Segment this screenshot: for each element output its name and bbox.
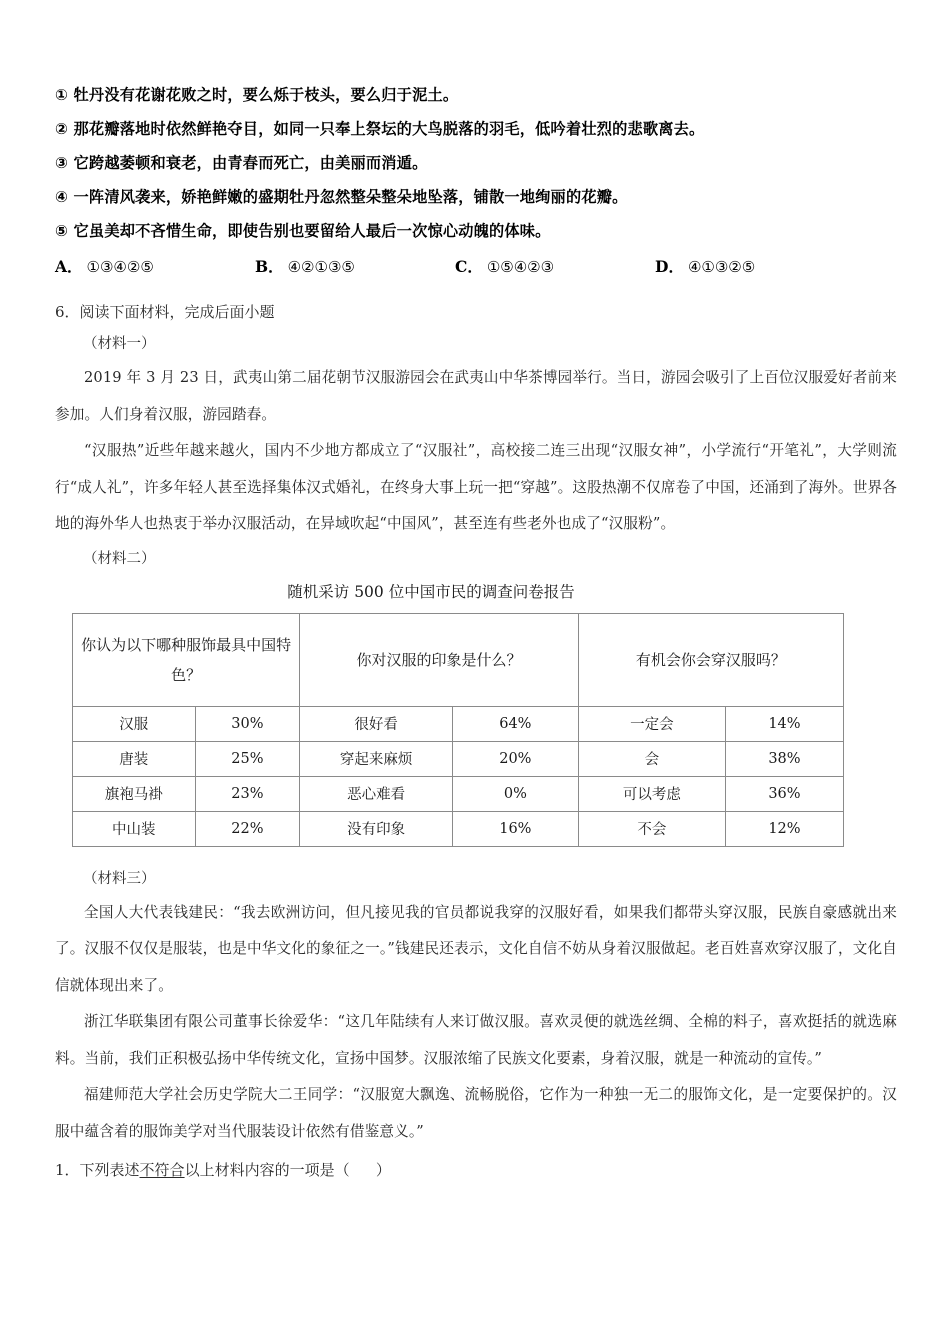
page-content <box>55 78 897 1186</box>
row3-cat1: 旗袍马褂 <box>73 776 196 811</box>
material-three-paragraph-2: 浙江华联集团有限公司董事长徐爱华：“这几年陆续有人来订做汉服。喜欢灵便的就选丝绸、全棉的料子，喜欢挺括的就选麻料。当前，我们正积极弘扬中华传统文化，宣扬中国梦。汉服浓缩了民族文化要素，身着汉服，就是一种流动的宣传。” <box>55 1013 897 1067</box>
statement-4: ④ 一阵清风袭来，娇艳鲜嫩的盛期牡丹忽然整朵整朵地坠落，铺散一地绚丽的花瓣。 <box>55 188 628 206</box>
table-header-col3: 有机会你会穿汉服吗？ <box>578 613 843 706</box>
row1-cat2: 很好看 <box>300 706 453 741</box>
table-header-col1 <box>73 613 300 706</box>
option-b[interactable] <box>255 250 455 284</box>
row4-cat1: 中山装 <box>73 811 196 846</box>
table-row <box>73 741 844 776</box>
option-c-sequence: ①⑤④②③ <box>486 258 555 276</box>
option-d[interactable] <box>655 250 855 284</box>
statement-2: ② 那花瓣落地时依然鲜艳夺目，如同一只奉上祭坛的大鸟脱落的羽毛，低吟着壮烈的悲歌离去。 <box>55 120 705 138</box>
row4-cat2: 没有印象 <box>300 811 453 846</box>
option-d-label: D． <box>655 257 684 276</box>
answer-options-row <box>55 250 897 284</box>
row3-cat2: 恶心难看 <box>300 776 453 811</box>
material-one-label: （材料一） <box>83 336 156 352</box>
final-question <box>55 1154 897 1186</box>
row2-val3: 38% <box>725 741 843 776</box>
question-6-stem: 6．阅读下面材料，完成后面小题 <box>55 303 275 321</box>
option-a-label: A． <box>55 257 83 276</box>
option-b-sequence: ④②①③⑤ <box>287 258 355 276</box>
table-header-col1-line1: 你认为以下哪种服饰最具中国特色？ <box>81 635 292 684</box>
option-c[interactable] <box>455 250 655 284</box>
row4-val2: 16% <box>452 811 578 846</box>
table-header-col2: 你对汉服的印象是什么？ <box>300 613 579 706</box>
row1-val3: 14% <box>725 706 843 741</box>
table-row <box>73 811 844 846</box>
option-b-label: B． <box>255 257 284 276</box>
material-three-paragraph-3: 福建师范大学社会历史学院大二王同学：“汉服宽大飘逸、流畅脱俗，它作为一种独一无二的服饰文化，是一定要保护的。汉服中蕴含着的服饰美学对当代服装设计依然有借鉴意义。” <box>55 1086 897 1140</box>
table-row <box>73 706 844 741</box>
material-two-label: （材料二） <box>83 550 156 567</box>
row4-cat3: 不会 <box>578 811 725 846</box>
row4-val3: 12% <box>725 811 843 846</box>
material-three-label: （材料三） <box>83 870 156 887</box>
statement-3: ③ 它跨越萎顿和衰老，由青春而死亡，由美丽而消遁。 <box>55 154 428 172</box>
row4-val1: 22% <box>195 811 300 846</box>
table-row <box>73 776 844 811</box>
material-one-paragraph-1: 2019 年 3 月 23 日，武夷山第二届花朝节汉服游园会在武夷山中华茶博园举行。当日，游园会吸引了上百位汉服爱好者前来参加。人们身着汉服，游园踏春。 <box>55 369 897 423</box>
final-question-negation: 不符合 <box>139 1161 185 1179</box>
row2-val1: 25% <box>195 741 300 776</box>
option-c-label: C． <box>455 257 483 276</box>
row2-cat1: 唐装 <box>73 741 196 776</box>
row3-val2: 0% <box>452 776 578 811</box>
final-question-suffix: 以上材料内容的一项是（ <box>184 1161 350 1179</box>
statement-5: ⑤ 它虽美却不吝惜生命，即使告别也要留给人最后一次惊心动魄的体味。 <box>55 222 551 240</box>
row2-cat2: 穿起来麻烦 <box>300 741 453 776</box>
row1-val1: 30% <box>195 706 300 741</box>
answer-blank[interactable] <box>350 1161 376 1179</box>
option-d-sequence: ④①③②⑤ <box>687 258 756 276</box>
survey-table-title: 随机采访 500 位中国市民的调查问卷报告 <box>287 582 575 601</box>
row2-val2: 20% <box>452 741 578 776</box>
option-a[interactable] <box>55 250 255 284</box>
statement-1: ① 牡丹没有花谢花败之时，要么烁于枝头，要么归于泥土。 <box>55 86 459 104</box>
final-question-prefix: 1．下列表述 <box>55 1161 140 1179</box>
material-one-paragraph-2: “汉服热”近些年越来越火，国内不少地方都成立了“汉服社”，高校接二连三出现“汉服女神”，小学流行“开笔礼”，大学则流行“成人礼”，许多年轻人甚至选择集体汉式婚礼，在终身大事上玩一把“穿越”。这股热潮不仅席卷了中国，还涌到了海外。世界各地的海外华人也热衷于举办汉服活动，在异域吹起“中国风”，甚至连有些老外也成了“汉服粉”。 <box>55 442 897 532</box>
survey-table <box>72 613 844 847</box>
row1-cat1: 汉服 <box>73 706 196 741</box>
option-a-sequence: ①③④②⑤ <box>86 258 154 276</box>
row3-val3: 36% <box>725 776 843 811</box>
material-three-paragraph-1: 全国人大代表钱建民：“我去欧洲访问，但凡接见我的官员都说我穿的汉服好看，如果我们都带头穿汉服，民族自豪感就出来了。汉服不仅仅是服装，也是中华文化的象征之一。”钱建民还表示，文化自信不妨从身着汉服做起。老百姓喜欢穿汉服了，文化自信就体现出来了。 <box>55 903 897 994</box>
row1-cat3: 一定会 <box>578 706 725 741</box>
table-header-row <box>73 613 844 706</box>
final-question-close: ） <box>375 1161 391 1179</box>
row3-val1: 23% <box>195 776 300 811</box>
row2-cat3: 会 <box>578 741 725 776</box>
row3-cat3: 可以考虑 <box>578 776 725 811</box>
row1-val2: 64% <box>452 706 578 741</box>
